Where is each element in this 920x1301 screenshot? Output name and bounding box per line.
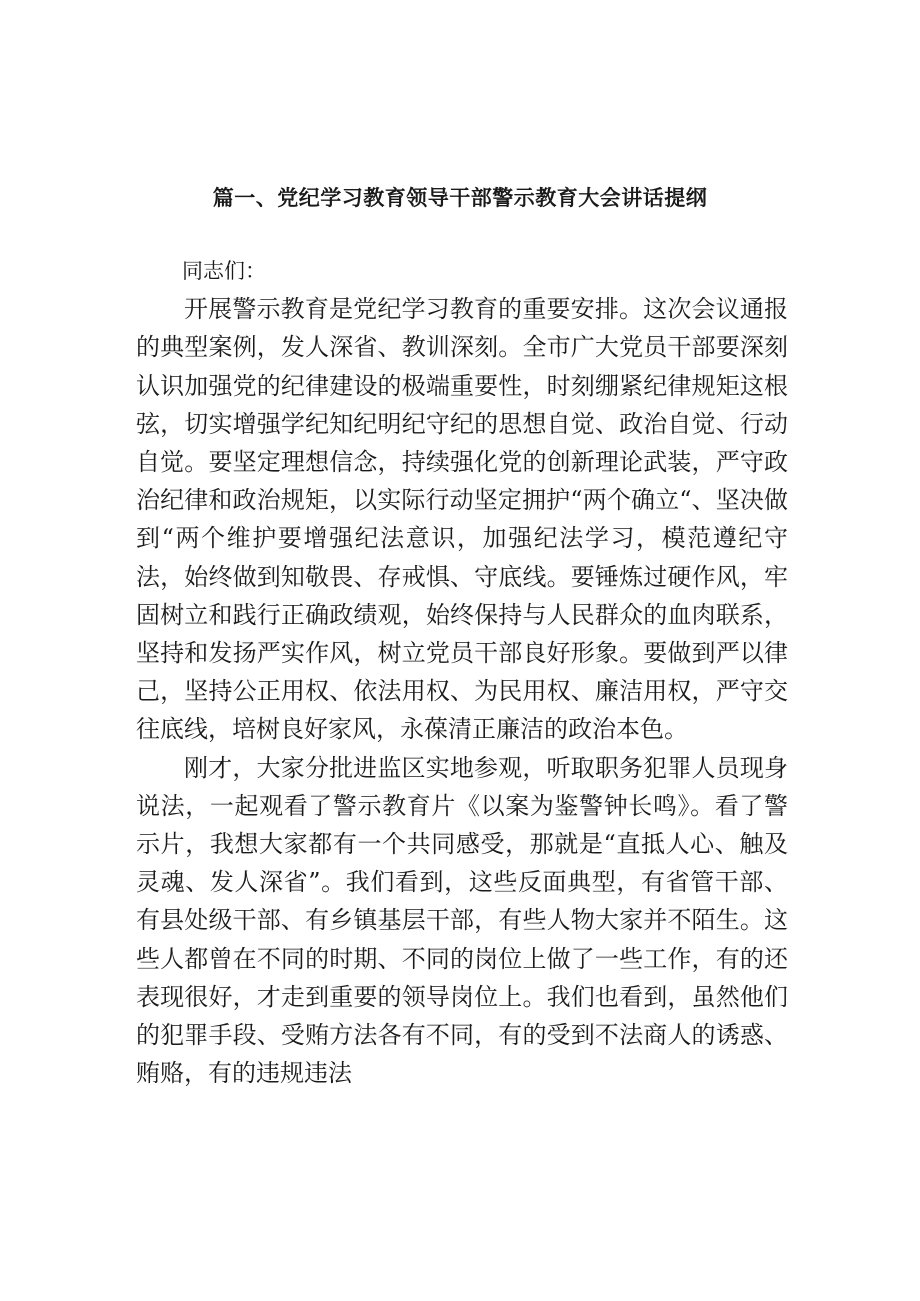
- document-title: 篇一、党纪学习教育领导干部警示教育大会讲话提纲: [212, 186, 708, 210]
- body-paragraph: 开展警示教育是党纪学习教育的重要安排。这次会议通报的典型案例，发人深省、教训深刻。全市广大党员干部要深刻认识加强党的纪律建设的极端重要性，时刻绷紧纪律规矩这根弦，切实增强学纪知纪明纪守纪的思想自觉、政治自觉、行动自觉。要坚定理想信念，持续强化党的创新理论武装，严守政治纪律和政治规矩，以实际行动坚定拥护“两个确立“、坚决做到“两个维护要增强纪法意识，加强纪法学习，模范遵纪守法，始终做到知敬畏、存戒惧、守底线。要锤炼过硬作风，牢固树立和践行正确政绩观，始终保持与人民群众的血肉联系，坚持和发扬严实作风，树立党员干部良好形象。要做到严以律己，坚持公正用权、依法用权、为民用权、廉洁用权，严守交往底线，培树良好家风，永葆清正廉洁的政治本色。: [136, 295, 788, 744]
- salutation: 同志们：: [182, 259, 266, 283]
- document-body: [136, 252, 788, 1092]
- body-paragraph: 刚才，大家分批进监区实地参观，听取职务犯罪人员现身说法，一起观看了警示教育片《以案为鉴警钟长鸣》。看了警示片，我想大家都有一个共同感受，那就是“直抵人心、触及灵魂、发人深省”。我们看到，这些反面典型，有省管干部、有县处级干部、有乡镇基层干部，有些人物大家并不陌生。这些人都曾在不同的时期、不同的岗位上做了一些工作，有的还表现很好，才走到重要的领导岗位上。我们也看到，虽然他们的犯罪手段、受贿方法各有不同，有的受到不法商人的诱惑、贿赂，有的违规违法: [136, 753, 788, 1088]
